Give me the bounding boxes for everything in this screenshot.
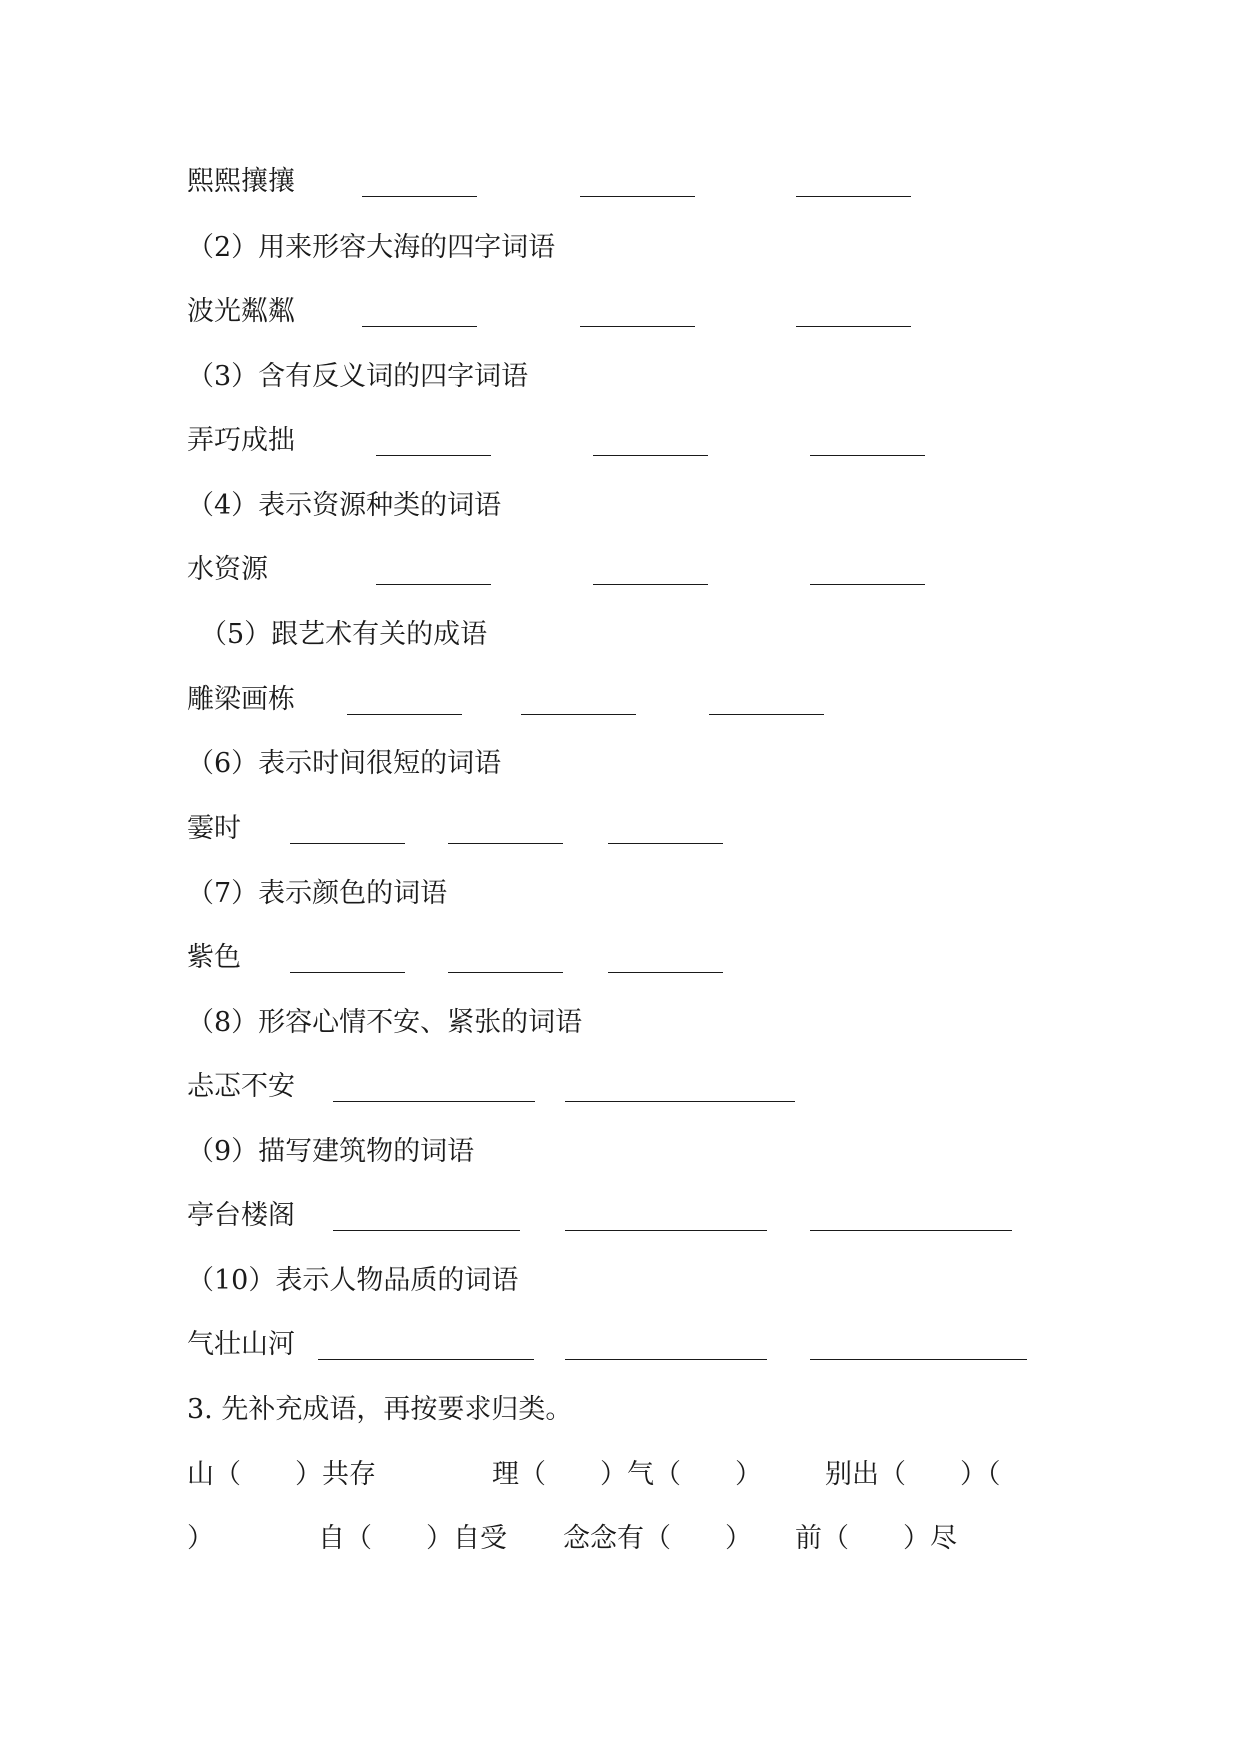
answer-blank[interactable] xyxy=(362,196,477,197)
answer-blank[interactable] xyxy=(448,843,563,844)
answer-blank[interactable] xyxy=(796,326,911,327)
answer-blank[interactable] xyxy=(810,455,925,456)
example-word: 熙熙攘攘 xyxy=(187,166,295,197)
answer-blank[interactable] xyxy=(565,1230,767,1231)
answer-blank[interactable] xyxy=(709,714,824,715)
idiom-item[interactable]: 别出（ ）（ xyxy=(825,1459,1001,1490)
example-word: 雕梁画栋 xyxy=(187,684,295,715)
answer-blank[interactable] xyxy=(810,1359,1027,1360)
question-3-title: 3. 先补充成语，再按要求归类。 xyxy=(187,1394,573,1425)
answer-blank[interactable] xyxy=(608,972,723,973)
idiom-item[interactable]: ） xyxy=(187,1523,214,1554)
answer-blank[interactable] xyxy=(796,196,911,197)
answer-blank[interactable] xyxy=(376,584,491,585)
answer-blank[interactable] xyxy=(565,1359,767,1360)
example-word: 水资源 xyxy=(187,554,268,585)
section-heading: （6）表示时间很短的词语 xyxy=(187,748,502,779)
idiom-item[interactable]: 前（ ）尽 xyxy=(795,1523,957,1554)
answer-blank[interactable] xyxy=(333,1101,535,1102)
answer-blank[interactable] xyxy=(565,1101,795,1102)
answer-blank[interactable] xyxy=(376,455,491,456)
section-heading: （8）形容心情不安、紧张的词语 xyxy=(187,1007,583,1038)
section-heading: （3）含有反义词的四字词语 xyxy=(187,361,529,392)
section-heading: （2）用来形容大海的四字词语 xyxy=(187,232,556,263)
answer-blank[interactable] xyxy=(580,196,695,197)
answer-blank[interactable] xyxy=(318,1359,534,1360)
section-heading: （5）跟艺术有关的成语 xyxy=(200,619,488,650)
answer-blank[interactable] xyxy=(593,455,708,456)
example-word: 紫色 xyxy=(187,942,241,973)
section-heading: （7）表示颜色的词语 xyxy=(187,878,448,909)
section-heading: （4）表示资源种类的词语 xyxy=(187,490,502,521)
answer-blank[interactable] xyxy=(362,326,477,327)
example-word: 气壮山河 xyxy=(187,1329,295,1360)
answer-blank[interactable] xyxy=(810,1230,1012,1231)
answer-blank[interactable] xyxy=(448,972,563,973)
answer-blank[interactable] xyxy=(593,584,708,585)
example-word: 弄巧成拙 xyxy=(187,425,295,456)
idiom-item[interactable]: 山（ ）共存 xyxy=(187,1459,376,1490)
example-word: 亭台楼阁 xyxy=(187,1200,295,1231)
answer-blank[interactable] xyxy=(333,1230,520,1231)
example-word: 霎时 xyxy=(187,813,241,844)
answer-blank[interactable] xyxy=(580,326,695,327)
section-heading: （10）表示人物品质的词语 xyxy=(187,1265,519,1296)
answer-blank[interactable] xyxy=(347,714,462,715)
idiom-item[interactable]: 念念有（ ） xyxy=(563,1523,752,1554)
example-word: 忐忑不安 xyxy=(187,1071,295,1102)
answer-blank[interactable] xyxy=(521,714,636,715)
idiom-item[interactable]: 自（ ）自受 xyxy=(318,1523,507,1554)
answer-blank[interactable] xyxy=(810,584,925,585)
example-word: 波光粼粼 xyxy=(187,296,295,327)
answer-blank[interactable] xyxy=(608,843,723,844)
answer-blank[interactable] xyxy=(290,843,405,844)
answer-blank[interactable] xyxy=(290,972,405,973)
idiom-item[interactable]: 理（ ）气（ ） xyxy=(492,1459,762,1490)
section-heading: （9）描写建筑物的词语 xyxy=(187,1136,475,1167)
